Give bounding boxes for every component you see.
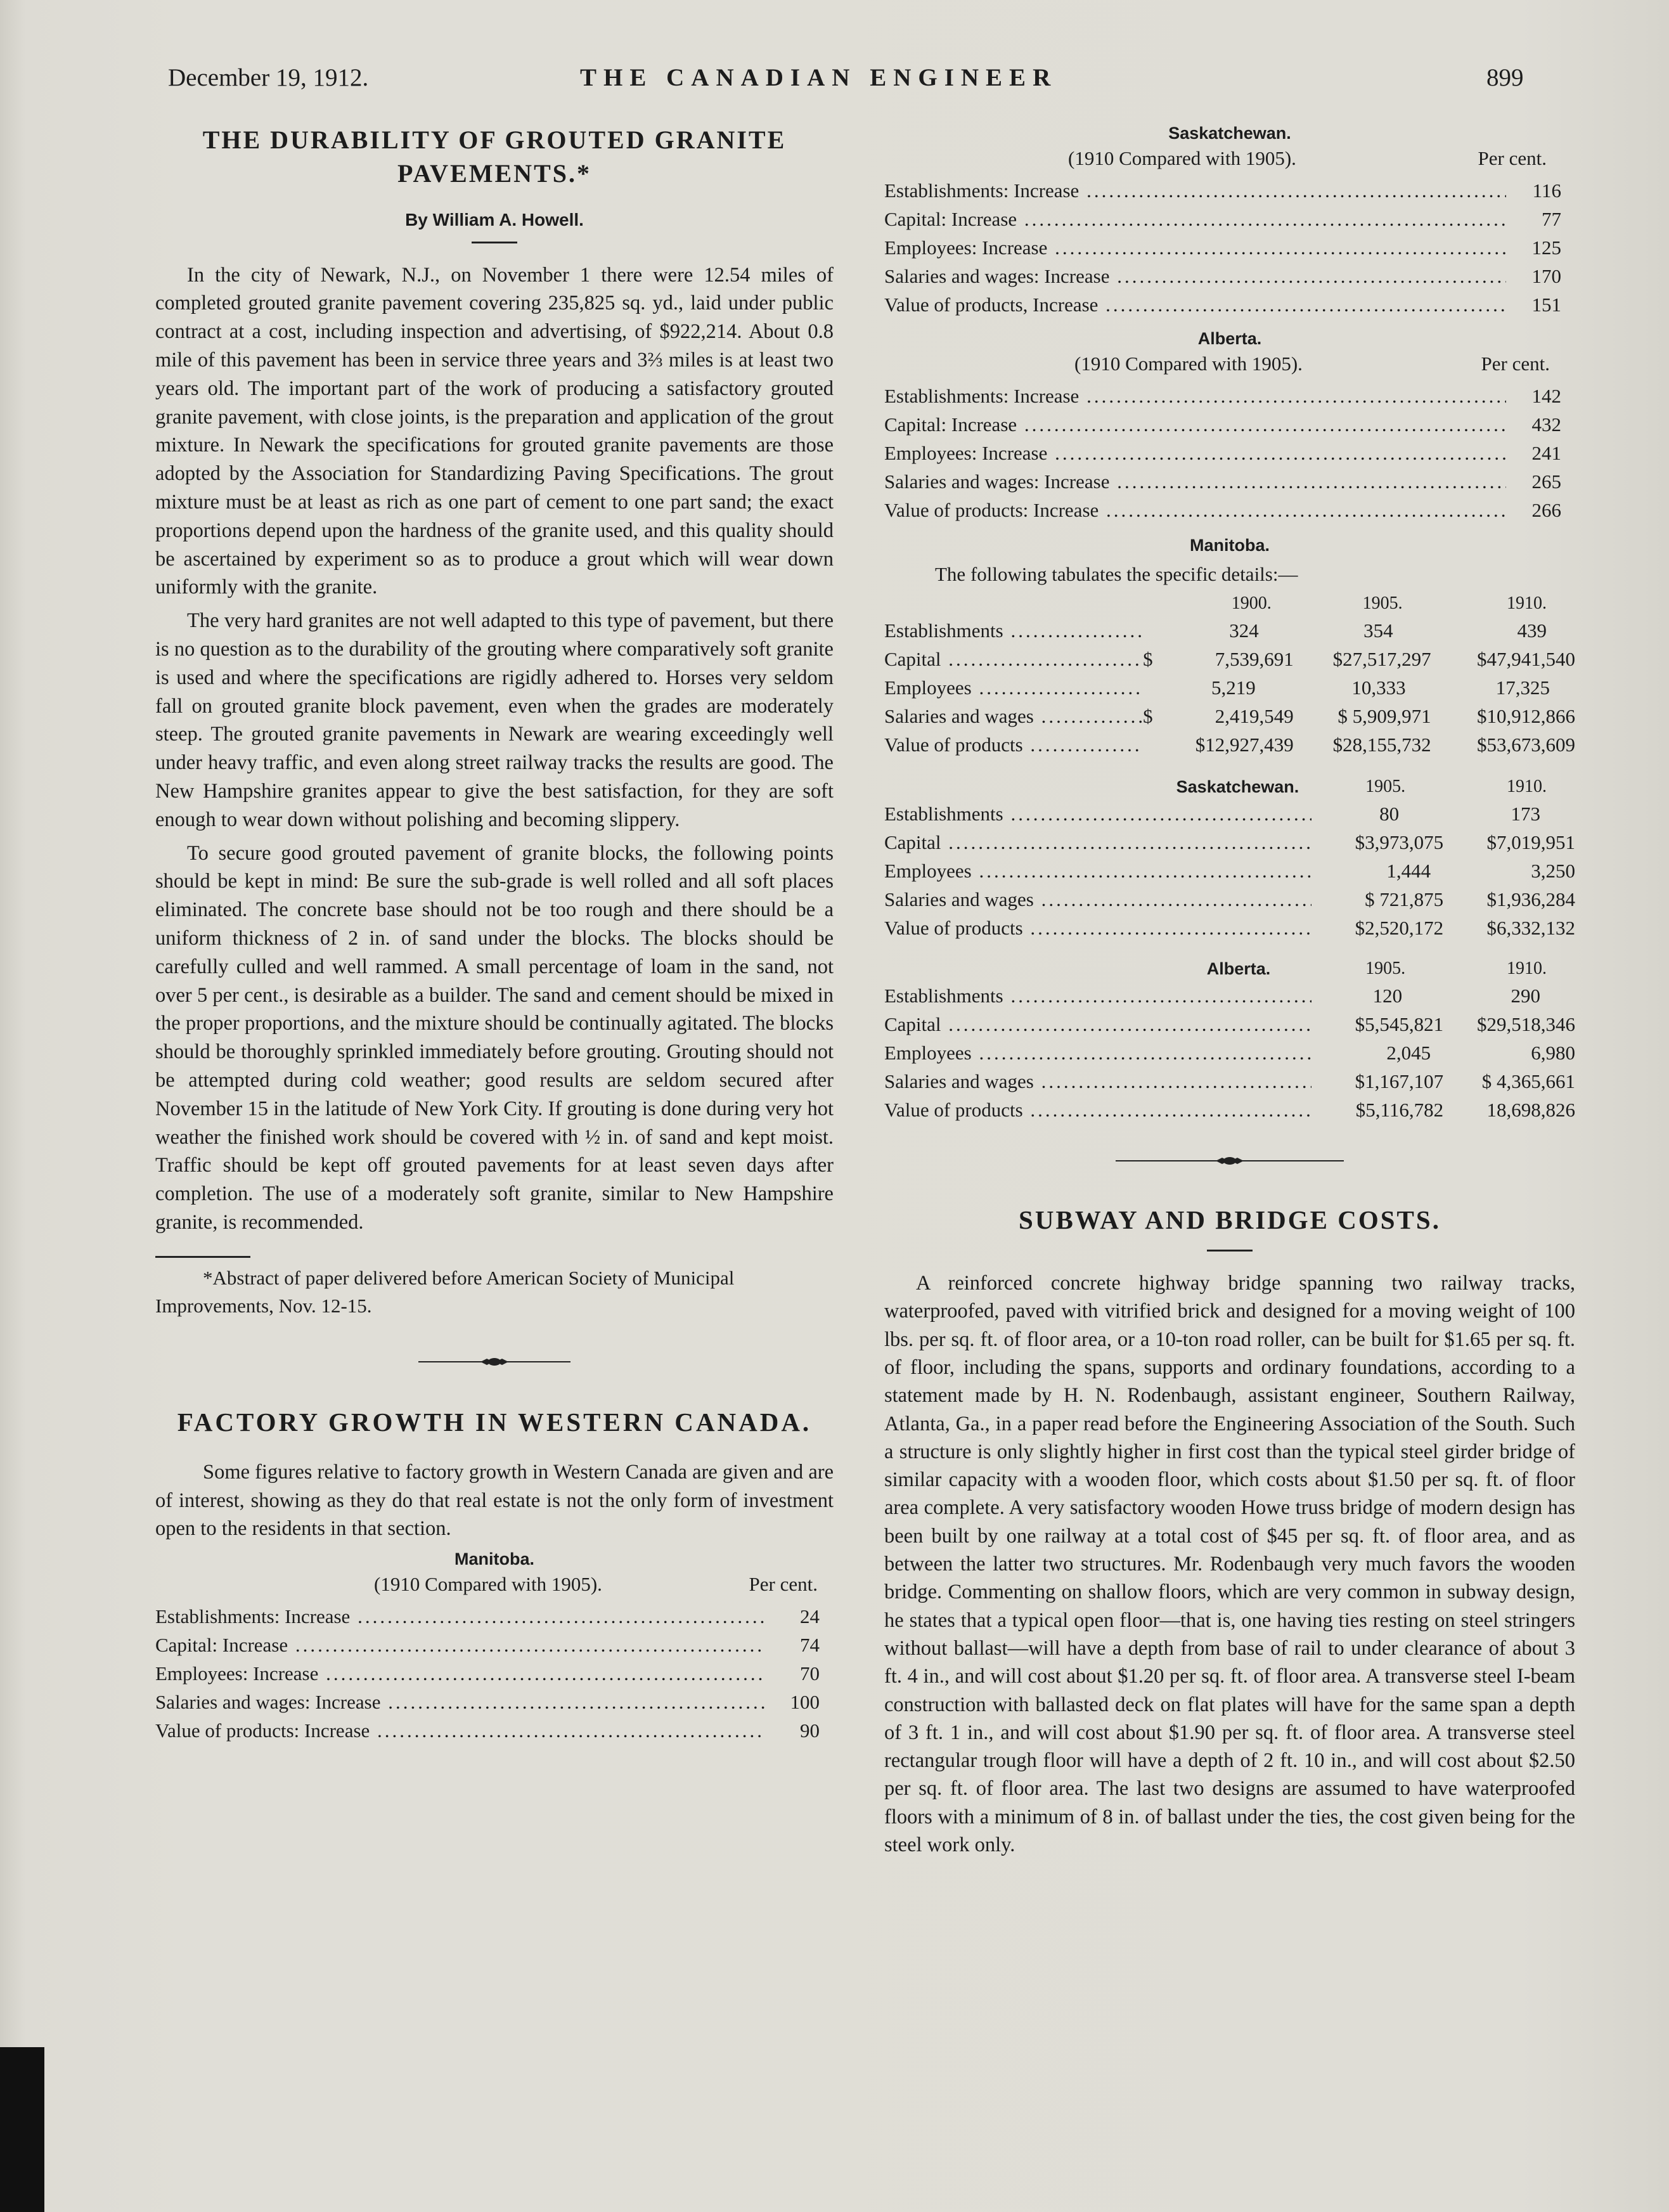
row-label: Capital bbox=[884, 831, 941, 853]
table-row bbox=[884, 1038, 1575, 1067]
table-row bbox=[884, 799, 1575, 828]
province-heading-saskatchewan: Saskatchewan. bbox=[1168, 124, 1291, 143]
row-label: Capital bbox=[884, 1012, 941, 1035]
year-header: 1905. bbox=[1365, 777, 1406, 796]
year-header: 1910. bbox=[1507, 777, 1547, 796]
details-heading-saskatchewan: Saskatchewan. bbox=[1176, 777, 1299, 796]
cell: 354 bbox=[1363, 619, 1393, 642]
cell: $5,545,821 bbox=[1355, 1012, 1444, 1035]
cell: 17,325 bbox=[1495, 676, 1550, 699]
table-row bbox=[884, 828, 1575, 857]
table-row bbox=[884, 730, 1575, 759]
row-label: Salaries and wages bbox=[884, 1070, 1034, 1092]
cell: 173 bbox=[1511, 802, 1540, 825]
row-label: Establishments bbox=[884, 619, 1003, 642]
cell: 10,333 bbox=[1351, 676, 1406, 699]
footnote-rule bbox=[155, 1256, 250, 1258]
cell: $2,520,172 bbox=[1355, 916, 1444, 939]
article-paragraph: In the city of Newark, N.J., on November 1 there were 12.54 miles of completed grouted granite pavement covering 235,825 sq. yd., laid under public contract at a cost, including inspection and advertising, of $922,214. About 0.8 mile of this pavement has been in service three years and 3⅔ miles is at least two years old. The important part of the work of producing a satisfactory grouted granite pavement, with close joints, is the preparation and application of the grout mixture. In Newark the specifications for grouted granite pavements are those adopted by the Association for Standardizing Paving Specifications. The grout mixture must be at least as rich as one part of cement to one part sand; the exact proportions depend upon the hardness of the granite used, and this quality should be ascertained by experiment so as to produce a grout which will wear down uniformly with the granite. bbox=[155, 263, 834, 599]
cell: 6,980 bbox=[1531, 1041, 1575, 1064]
table-row bbox=[884, 645, 1575, 673]
table-row bbox=[884, 205, 1575, 233]
table-row bbox=[884, 382, 1575, 410]
province-heading-alberta: Alberta. bbox=[1197, 329, 1262, 348]
section-ornament-divider bbox=[418, 1357, 570, 1367]
row-label: Employees: Increase bbox=[884, 236, 1048, 259]
cell: $1,936,284 bbox=[1486, 888, 1575, 910]
table-row bbox=[884, 981, 1575, 1010]
table-row bbox=[884, 885, 1575, 914]
table-row bbox=[884, 673, 1575, 702]
year-header: 1910. bbox=[1507, 959, 1547, 978]
caption-unit: Per cent. bbox=[749, 1573, 818, 1596]
cell: $3,973,075 bbox=[1355, 831, 1444, 853]
row-value: 265 bbox=[1531, 470, 1561, 493]
table-header-row bbox=[884, 774, 1575, 799]
table-row bbox=[884, 914, 1575, 942]
cell: $7,019,951 bbox=[1486, 831, 1575, 853]
table-row bbox=[155, 1631, 834, 1659]
details-table-saskatchewan bbox=[884, 774, 1575, 942]
section-ornament-divider bbox=[1116, 1156, 1344, 1166]
row-value: 116 bbox=[1532, 179, 1561, 202]
caption-unit: Per cent. bbox=[1478, 147, 1547, 169]
row-value: 266 bbox=[1531, 498, 1561, 521]
cell: 290 bbox=[1511, 984, 1540, 1007]
details-heading-alberta: Alberta. bbox=[1206, 959, 1271, 978]
table-row bbox=[155, 1688, 834, 1716]
cell: 18,698,826 bbox=[1486, 1098, 1575, 1121]
cell: $27,517,297 bbox=[1332, 647, 1431, 670]
caption-compared: (1910 Compared with 1905). bbox=[1074, 352, 1303, 375]
running-head-journal: THE CANADIAN ENGINEER bbox=[580, 64, 1058, 91]
row-value: 170 bbox=[1531, 264, 1561, 287]
row-label: Salaries and wages: Increase bbox=[155, 1690, 381, 1713]
article-footnote: *Abstract of paper delivered before American Society of Municipal Improvements, Nov. 12-15. bbox=[155, 1266, 735, 1317]
row-value: 24 bbox=[800, 1605, 820, 1627]
article-paragraph: A reinforced concrete highway bridge spanning two railway tracks, waterproofed, paved with vitrified brick and designed for a moving weight of 100 lbs. per sq. ft. of floor area, or a 10-ton road roller, can be built for $1.65 per sq. ft. of floor, including the spans, supports and ordinary foundations, according to a statement made by H. N. Rodenbaugh, assistant engineer, Southern Railway, Atlanta, Ga., in a paper read before the Engineering Association of the South. Such a structure is only slightly higher in first cost than the typical steel girder bridge of similar capacity with a wooden floor, which costs about $1.50 per sq. ft. of floor area complete. A very satisfactory wooden Howe truss bridge of modern design has been built by one railway at a total cost of $45 per sq. ft. of floor area, and as between the latter two structures. Mr. Rodenbaugh very much favors the wooden bridge. Commenting on shallow floors, which are very common in subway design, he states that a typical open floor—that is, one having ties resting on steel stringers without ballast—will have a depth from base of rail to under clearance of about 3 ft. 4 in., and will cost about $1.20 per sq. ft. of floor area. A transverse steel I-beam construction with ballasted deck on flat plates will have for the same span a depth of 3 ft. 1 in., and will cost about $1.90 per sq. ft. of floor area. A transverse steel rectangular trough floor will have a depth of 2 ft. 10 in., and will cost about $2.50 per sq. ft. of floor area. The last two designs are assumed to have waterproofed floors with a minimum of 8 in. of ballast under the ties, the cost given being for the steel work only. bbox=[884, 1272, 1575, 1857]
cell: $6,332,132 bbox=[1486, 916, 1575, 939]
row-value: 74 bbox=[800, 1633, 820, 1656]
cell: 2,045 bbox=[1386, 1041, 1431, 1064]
article-byline: By William A. Howell. bbox=[405, 209, 584, 230]
comparison-caption bbox=[155, 1573, 834, 1600]
dollar-sign bbox=[1143, 730, 1166, 759]
left-column bbox=[155, 124, 834, 1745]
dollar-sign bbox=[1143, 616, 1166, 645]
cell: 7,539,691 bbox=[1215, 647, 1294, 670]
dollar-sign bbox=[1143, 673, 1166, 702]
article-paragraph: The very hard granites are not well adapted to this type of pavement, but there is no question as to the durability of the grouting where comparatively soft granite is used and where the specifications are rigidly adhered to. Horses very seldom fall on grouted granite block pavement, even when the grades are moderately steep. The grouted granite pavements in Newark are wearing exceedingly well under heavy traffic, and even along street railway tracks the results are good. The New Hampshire granites appear to give the best satisfaction, for they are soft enough to wear down without polishing and becoming slippery. bbox=[155, 609, 834, 831]
row-label: Establishments bbox=[884, 984, 1003, 1007]
row-value: 125 bbox=[1531, 236, 1561, 259]
caption-compared: (1910 Compared with 1905). bbox=[374, 1573, 602, 1596]
percent-table-manitoba bbox=[155, 1602, 834, 1745]
table-header-row bbox=[884, 956, 1575, 981]
details-table-alberta bbox=[884, 956, 1575, 1124]
details-intro: The following tabulates the specific details:— bbox=[935, 563, 1298, 585]
table-row bbox=[884, 702, 1575, 730]
article-intro: Some figures relative to factory growth in Western Canada are given and are of interest, showing as they do that real estate is not the only form of investment open to the residents in that section. bbox=[155, 1460, 834, 1541]
cell: 2,419,549 bbox=[1215, 704, 1294, 727]
cell: 120 bbox=[1372, 984, 1403, 1007]
cell: $ 721,875 bbox=[1365, 888, 1444, 910]
table-row bbox=[884, 1096, 1575, 1124]
row-value: 77 bbox=[1542, 207, 1561, 230]
year-header: 1910. bbox=[1507, 593, 1547, 613]
table-header-row bbox=[884, 591, 1575, 616]
cell: $47,941,540 bbox=[1477, 647, 1575, 670]
row-label: Salaries and wages bbox=[884, 704, 1034, 727]
row-value: 70 bbox=[800, 1662, 820, 1685]
row-label: Salaries and wages: Increase bbox=[884, 264, 1110, 287]
table-row bbox=[155, 1602, 834, 1631]
row-label: Value of products: Increase bbox=[884, 498, 1099, 521]
row-label: Salaries and wages: Increase bbox=[884, 470, 1110, 493]
cell: 80 bbox=[1379, 802, 1400, 825]
table-row bbox=[884, 857, 1575, 885]
details-heading-manitoba: Manitoba. bbox=[1190, 536, 1270, 555]
cell: 1,444 bbox=[1386, 859, 1431, 882]
table-row bbox=[884, 616, 1575, 645]
table-row bbox=[884, 233, 1575, 262]
province-heading-manitoba: Manitoba. bbox=[454, 1549, 534, 1569]
binding-edge bbox=[0, 2047, 44, 2212]
row-value: 432 bbox=[1531, 413, 1561, 436]
row-label: Value of products bbox=[884, 733, 1023, 756]
cell: 3,250 bbox=[1531, 859, 1575, 882]
table-row bbox=[884, 262, 1575, 290]
row-label: Value of products bbox=[884, 916, 1023, 939]
row-label: Establishments bbox=[884, 802, 1003, 825]
comparison-caption bbox=[884, 352, 1575, 379]
table-row bbox=[884, 496, 1575, 524]
row-label: Capital bbox=[884, 647, 941, 670]
cell: $ 5,909,971 bbox=[1337, 704, 1431, 727]
table-row bbox=[884, 410, 1575, 439]
table-row bbox=[884, 467, 1575, 496]
dollar-sign: $ bbox=[1143, 704, 1153, 727]
row-value: 142 bbox=[1531, 384, 1561, 407]
row-label: Capital: Increase bbox=[155, 1633, 288, 1656]
byline-rule bbox=[472, 242, 517, 243]
details-table-manitoba bbox=[884, 591, 1575, 759]
title-rule bbox=[1207, 1250, 1253, 1252]
year-header: 1905. bbox=[1362, 593, 1403, 613]
year-header: 1900. bbox=[1231, 593, 1272, 613]
article-title-subway-bridge-costs: SUBWAY AND BRIDGE COSTS. bbox=[1019, 1205, 1441, 1234]
row-label: Value of products, Increase bbox=[884, 293, 1099, 316]
article-title-grouted-granite: THE DURABILITY OF GROUTED GRANITE PAVEMENTS.* bbox=[202, 126, 787, 188]
cell: 324 bbox=[1229, 619, 1259, 642]
row-label: Employees: Increase bbox=[884, 441, 1048, 464]
row-label: Establishments: Increase bbox=[155, 1605, 351, 1627]
row-label: Establishments: Increase bbox=[884, 384, 1079, 407]
row-label: Capital: Increase bbox=[884, 413, 1017, 436]
right-column bbox=[884, 124, 1575, 1864]
cell: 439 bbox=[1517, 619, 1547, 642]
percent-table-alberta bbox=[884, 382, 1575, 524]
cell: $53,673,609 bbox=[1477, 733, 1575, 756]
cell: $5,116,782 bbox=[1355, 1098, 1444, 1121]
row-value: 151 bbox=[1531, 293, 1561, 316]
table-row bbox=[155, 1716, 834, 1745]
table-row bbox=[884, 290, 1575, 319]
row-value: 100 bbox=[790, 1690, 820, 1713]
table-row bbox=[884, 439, 1575, 467]
year-header: 1905. bbox=[1365, 959, 1406, 978]
row-label: Employees bbox=[884, 676, 972, 699]
row-label: Value of products bbox=[884, 1098, 1023, 1121]
cell: $ 4,365,661 bbox=[1481, 1070, 1575, 1092]
row-label: Salaries and wages bbox=[884, 888, 1034, 910]
article-title-factory-growth: FACTORY GROWTH IN WESTERN CANADA. bbox=[177, 1407, 812, 1437]
row-label: Value of products: Increase bbox=[155, 1719, 370, 1742]
caption-compared: (1910 Compared with 1905). bbox=[1068, 147, 1296, 169]
cell: $1,167,107 bbox=[1355, 1070, 1444, 1092]
row-value: 90 bbox=[800, 1719, 820, 1742]
row-label: Employees bbox=[884, 859, 972, 882]
row-label: Employees bbox=[884, 1041, 972, 1064]
table-row bbox=[884, 1067, 1575, 1096]
row-value: 241 bbox=[1531, 441, 1561, 464]
row-label: Establishments: Increase bbox=[884, 179, 1079, 202]
cell: 5,219 bbox=[1211, 676, 1256, 699]
table-row bbox=[884, 1010, 1575, 1038]
article-paragraph: To secure good grouted pavement of granite blocks, the following points should be kept in mind: Be sure the sub-grade is well rolled and all soft places eliminated. The concrete base should not be too rough and there should be a uniform thickness of 2 in. of sand under the blocks. The blocks should be carefully culled and well rammed. A small percentage of loam in the sand, not over 5 per cent., is desirable as a builder. The sand and cement should be mixed in the proper proportions, and the mixture should be continually agitated. The blocks should be thoroughly sprinkled immediately before grouting. Grouting should not be attempted during cold weather; good results are seldom secured after November 15 in the latitude of New York City. If grouting is done during very hot weather the finished work should be covered with ½ in. of sand and kept moist. Traffic should be kept off grouted pavements for at least seven days after completion. The use of a moderately soft granite, similar to New Hampshire granite, is recommended. bbox=[155, 841, 834, 1234]
row-label: Employees: Increase bbox=[155, 1662, 319, 1685]
row-label: Capital: Increase bbox=[884, 207, 1017, 230]
cell: $12,927,439 bbox=[1195, 733, 1294, 756]
running-head-date: December 19, 1912. bbox=[168, 64, 369, 91]
percent-table-saskatchewan bbox=[884, 176, 1575, 319]
table-row bbox=[155, 1659, 834, 1688]
cell: $28,155,732 bbox=[1332, 733, 1431, 756]
cell: $29,518,346 bbox=[1477, 1012, 1575, 1035]
cell: $10,912,866 bbox=[1477, 704, 1575, 727]
caption-unit: Per cent. bbox=[1481, 352, 1550, 375]
table-row bbox=[884, 176, 1575, 205]
comparison-caption bbox=[884, 147, 1575, 174]
running-head-page-number: 899 bbox=[1486, 64, 1524, 91]
dollar-sign: $ bbox=[1143, 647, 1153, 670]
